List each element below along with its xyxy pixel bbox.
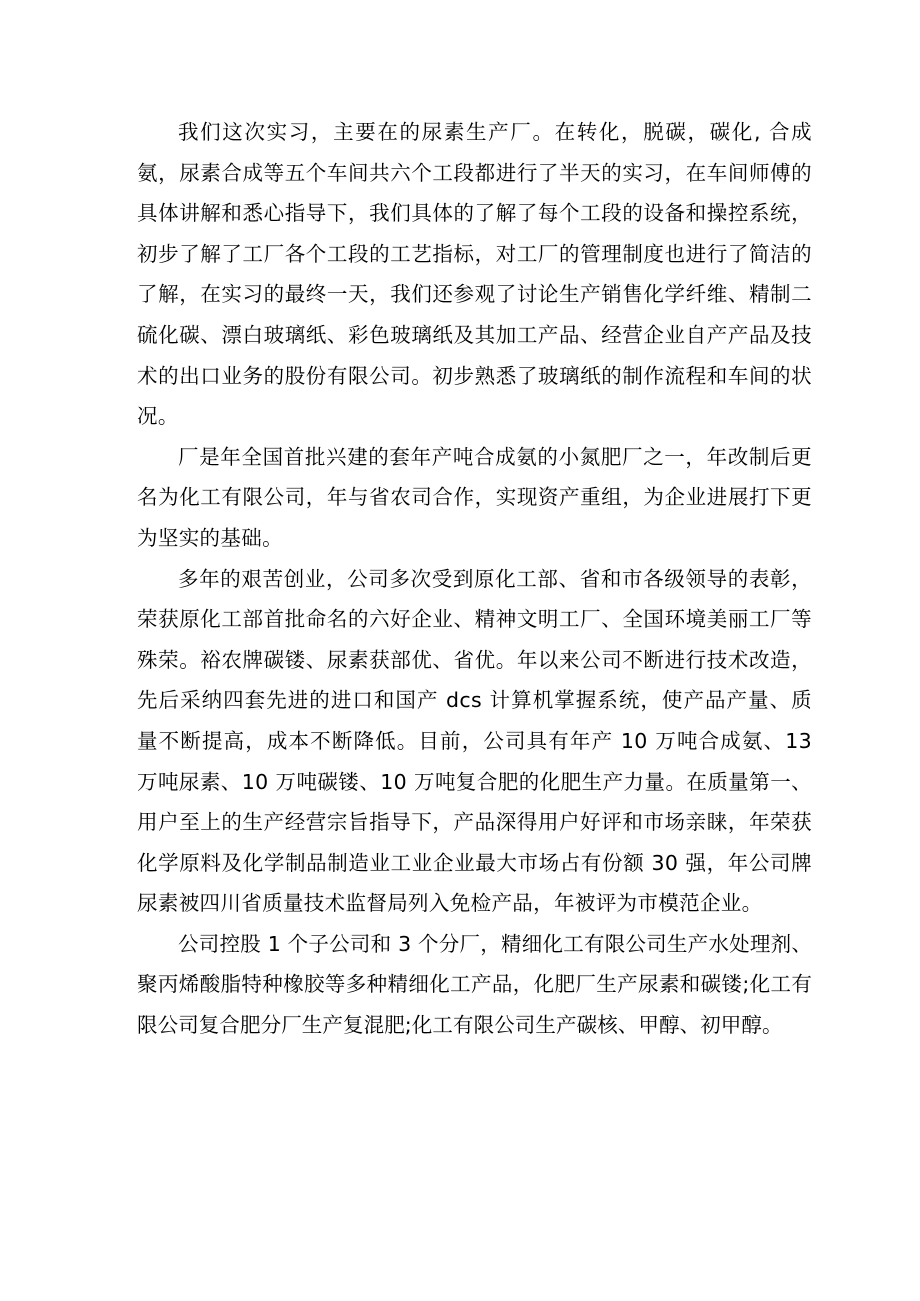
paragraph-factory-history: 厂是年全国首批兴建的套年产吨合成氨的小氮肥厂之一，年改制后更名为化工有限公司，年与省农司合作，实现资产重组，为企业进展打下更为坚实的基础。 [137, 444, 812, 550]
document-body [137, 112, 812, 1046]
paragraph-company-achievements: 多年的艰苦创业，公司多次受到原化工部、省和市各级领导的表彰，荣获原化工部首批命名的六好企业、精神文明工厂、全国环境美丽工厂等殊荣。裕农牌碳镂、尿素获部优、省优。年以来公司不断进行技术改造，先后采纳四套先进的进口和国产 dcs 计算机掌握系统，使产品产量、质量不断提高，成本不断降低。目前，公司具有年产 10 万吨合成氨、13 万吨尿素、10 万吨碳镂、10 万吨复合肥的化肥生产力量。在质量第一、用户至上的生产经营宗旨指导下，产品深得用户好评和市场亲睐，年荣获化学原料及化学制品制造业工业企业最大市场占有份额 30 强，年公司牌尿素被四川省质量技术监督局列入免检产品，年被评为市模范企业。 [137, 566, 812, 916]
paragraph-subsidiaries: 公司控股 1 个子公司和 3 个分厂，精细化工有限公司生产水处理剂、聚丙烯酸脂特种橡胶等多种精细化工产品，化肥厂生产尿素和碳镂;化工有限公司复合肥分厂生产复混肥;化工有限公司生产碳核、甲醇、初甲醇。 [137, 931, 812, 1038]
paragraph-internship-overview: 我们这次实习，主要在的尿素生产厂。在转化，脱碳，碳化, 合成氨，尿素合成等五个车间共六个工段都进行了半天的实习，在车间师傅的具体讲解和悉心指导下，我们具体的了解了每个工段的设备和操控系统，初步了解了工厂各个工段的工艺指标，对工厂的管理制度也进行了简洁的了解，在实习的最终一天，我们还参观了讨论生产销售化学纤维、精制二硫化碳、漂白玻璃纸、彩色玻璃纸及其加工产品、经营企业自产产品及技术的出口业务的股份有限公司。初步熟悉了玻璃纸的制作流程和车间的状况。 [137, 120, 812, 429]
